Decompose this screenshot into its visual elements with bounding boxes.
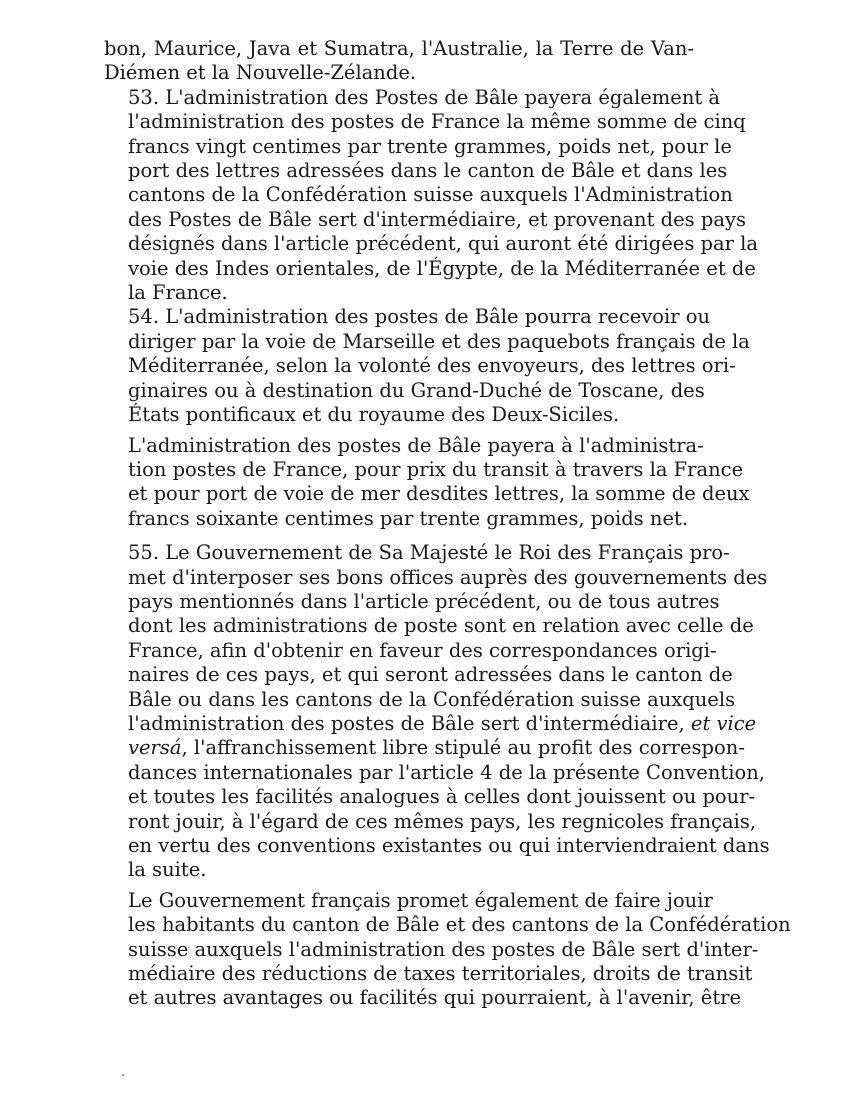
text-line: bon, Maurice, Java et Sumatra, l'Australie, la Terre de Van-: [104, 37, 694, 60]
text-line: francs vingt centimes par trente grammes, poids net, pour le: [128, 134, 732, 158]
text-line: États pontificaux et du royaume des Deux-Siciles.: [128, 403, 620, 427]
text-line: et pour port de voie de mer desdites lettres, la somme de deux: [128, 482, 750, 506]
text-line: tion postes de France, pour prix du transit à travers la France: [128, 457, 744, 481]
text-line: Bâle ou dans les cantons de la Confédération suisse auxquels: [128, 687, 736, 711]
text-line: dont les administrations de poste sont en relation avec celle de: [128, 614, 754, 638]
text-line: 55. Le Gouvernement de Sa Majesté le Roi des Français pro-: [128, 541, 730, 565]
paragraph-article-54: [104, 305, 750, 427]
paragraph-article-54-continued: [104, 433, 750, 532]
text-line: suisse auxquels l'administration des postes de Bâle sert d'inter-: [128, 937, 759, 961]
text-line: l'administration des postes de France la même somme de cinq: [128, 110, 746, 134]
text-line: des Postes de Bâle sert d'intermédiaire, et provenant des pays: [128, 207, 746, 231]
text-line: 54. L'administration des postes de Bâle pourra recevoir ou: [128, 305, 711, 329]
text-line: naires de ces pays, et qui seront adressées dans le canton de: [128, 663, 733, 687]
text-line: France, afin d'obtenir en faveur des correspondances origi-: [128, 638, 717, 662]
text-line: les habitants du canton de Bâle et des cantons de la Confédération: [128, 913, 791, 937]
text-line: 53. L'administration des Postes de Bâle payera également à: [128, 85, 721, 109]
paragraph-article-53: [104, 85, 759, 306]
text-line: dances internationales par l'article 4 de la présente Convention,: [128, 760, 765, 784]
text-line: versá, l'affranchissement libre stipulé au profit des correspon-: [128, 736, 745, 760]
text-line: la suite.: [128, 858, 207, 882]
text-line: L'administration des postes de Bâle payera à l'administra-: [128, 433, 704, 457]
paragraph-article-55-continued: [104, 888, 791, 1011]
text-line: port des lettres adressées dans le canton de Bâle et dans les: [128, 159, 728, 183]
text-line: en vertu des conventions existantes ou qui interviendraient dans: [128, 834, 770, 857]
text-line: et toutes les facilités analogues à celles dont jouissent ou pour-: [128, 785, 756, 809]
text-line: Le Gouvernement français promet également de faire jouir: [128, 888, 713, 912]
text-line: la France.: [128, 281, 228, 305]
text-line: désignés dans l'article précédent, qui auront été dirigées par la: [128, 232, 759, 256]
text-line: l'administration des postes de Bâle sert d'intermédiaire, et vice: [128, 711, 757, 735]
text-line: et autres avantages ou facilités qui pourraient, à l'avenir, être: [128, 986, 742, 1010]
body-text: [104, 37, 791, 1011]
text-line: pays mentionnés dans l'article précédent, ou de tous autres: [128, 589, 720, 613]
text-line: ront jouir, à l'égard de ces mêmes pays, les regnicoles français,: [128, 809, 757, 833]
text-line: voie des Indes orientales, de l'Égypte, de la Méditerranée et de: [128, 256, 756, 280]
paragraph-continuation: [104, 37, 694, 86]
text-line: ginaires ou à destination du Grand-Duché de Toscane, des: [128, 378, 705, 402]
text-line: francs soixante centimes par trente grammes, poids net.: [128, 506, 689, 530]
text-line: Diémen et la Nouvelle-Zélande.: [104, 61, 417, 85]
text-line: diriger par la voie de Marseille et des paquebots français de la: [128, 329, 750, 353]
text-line: Méditerranée, selon la volonté des envoyeurs, des lettres ori-: [128, 354, 736, 378]
paragraph-article-55: [104, 541, 770, 883]
text-line: médiaire des réductions de taxes territoriales, droits de transit: [128, 962, 753, 986]
scan-speck: [122, 1074, 124, 1076]
text-line: cantons de la Confédération suisse auxquels l'Administration: [128, 183, 733, 207]
text-line: met d'interposer ses bons offices auprès des gouvernements des: [128, 565, 768, 589]
